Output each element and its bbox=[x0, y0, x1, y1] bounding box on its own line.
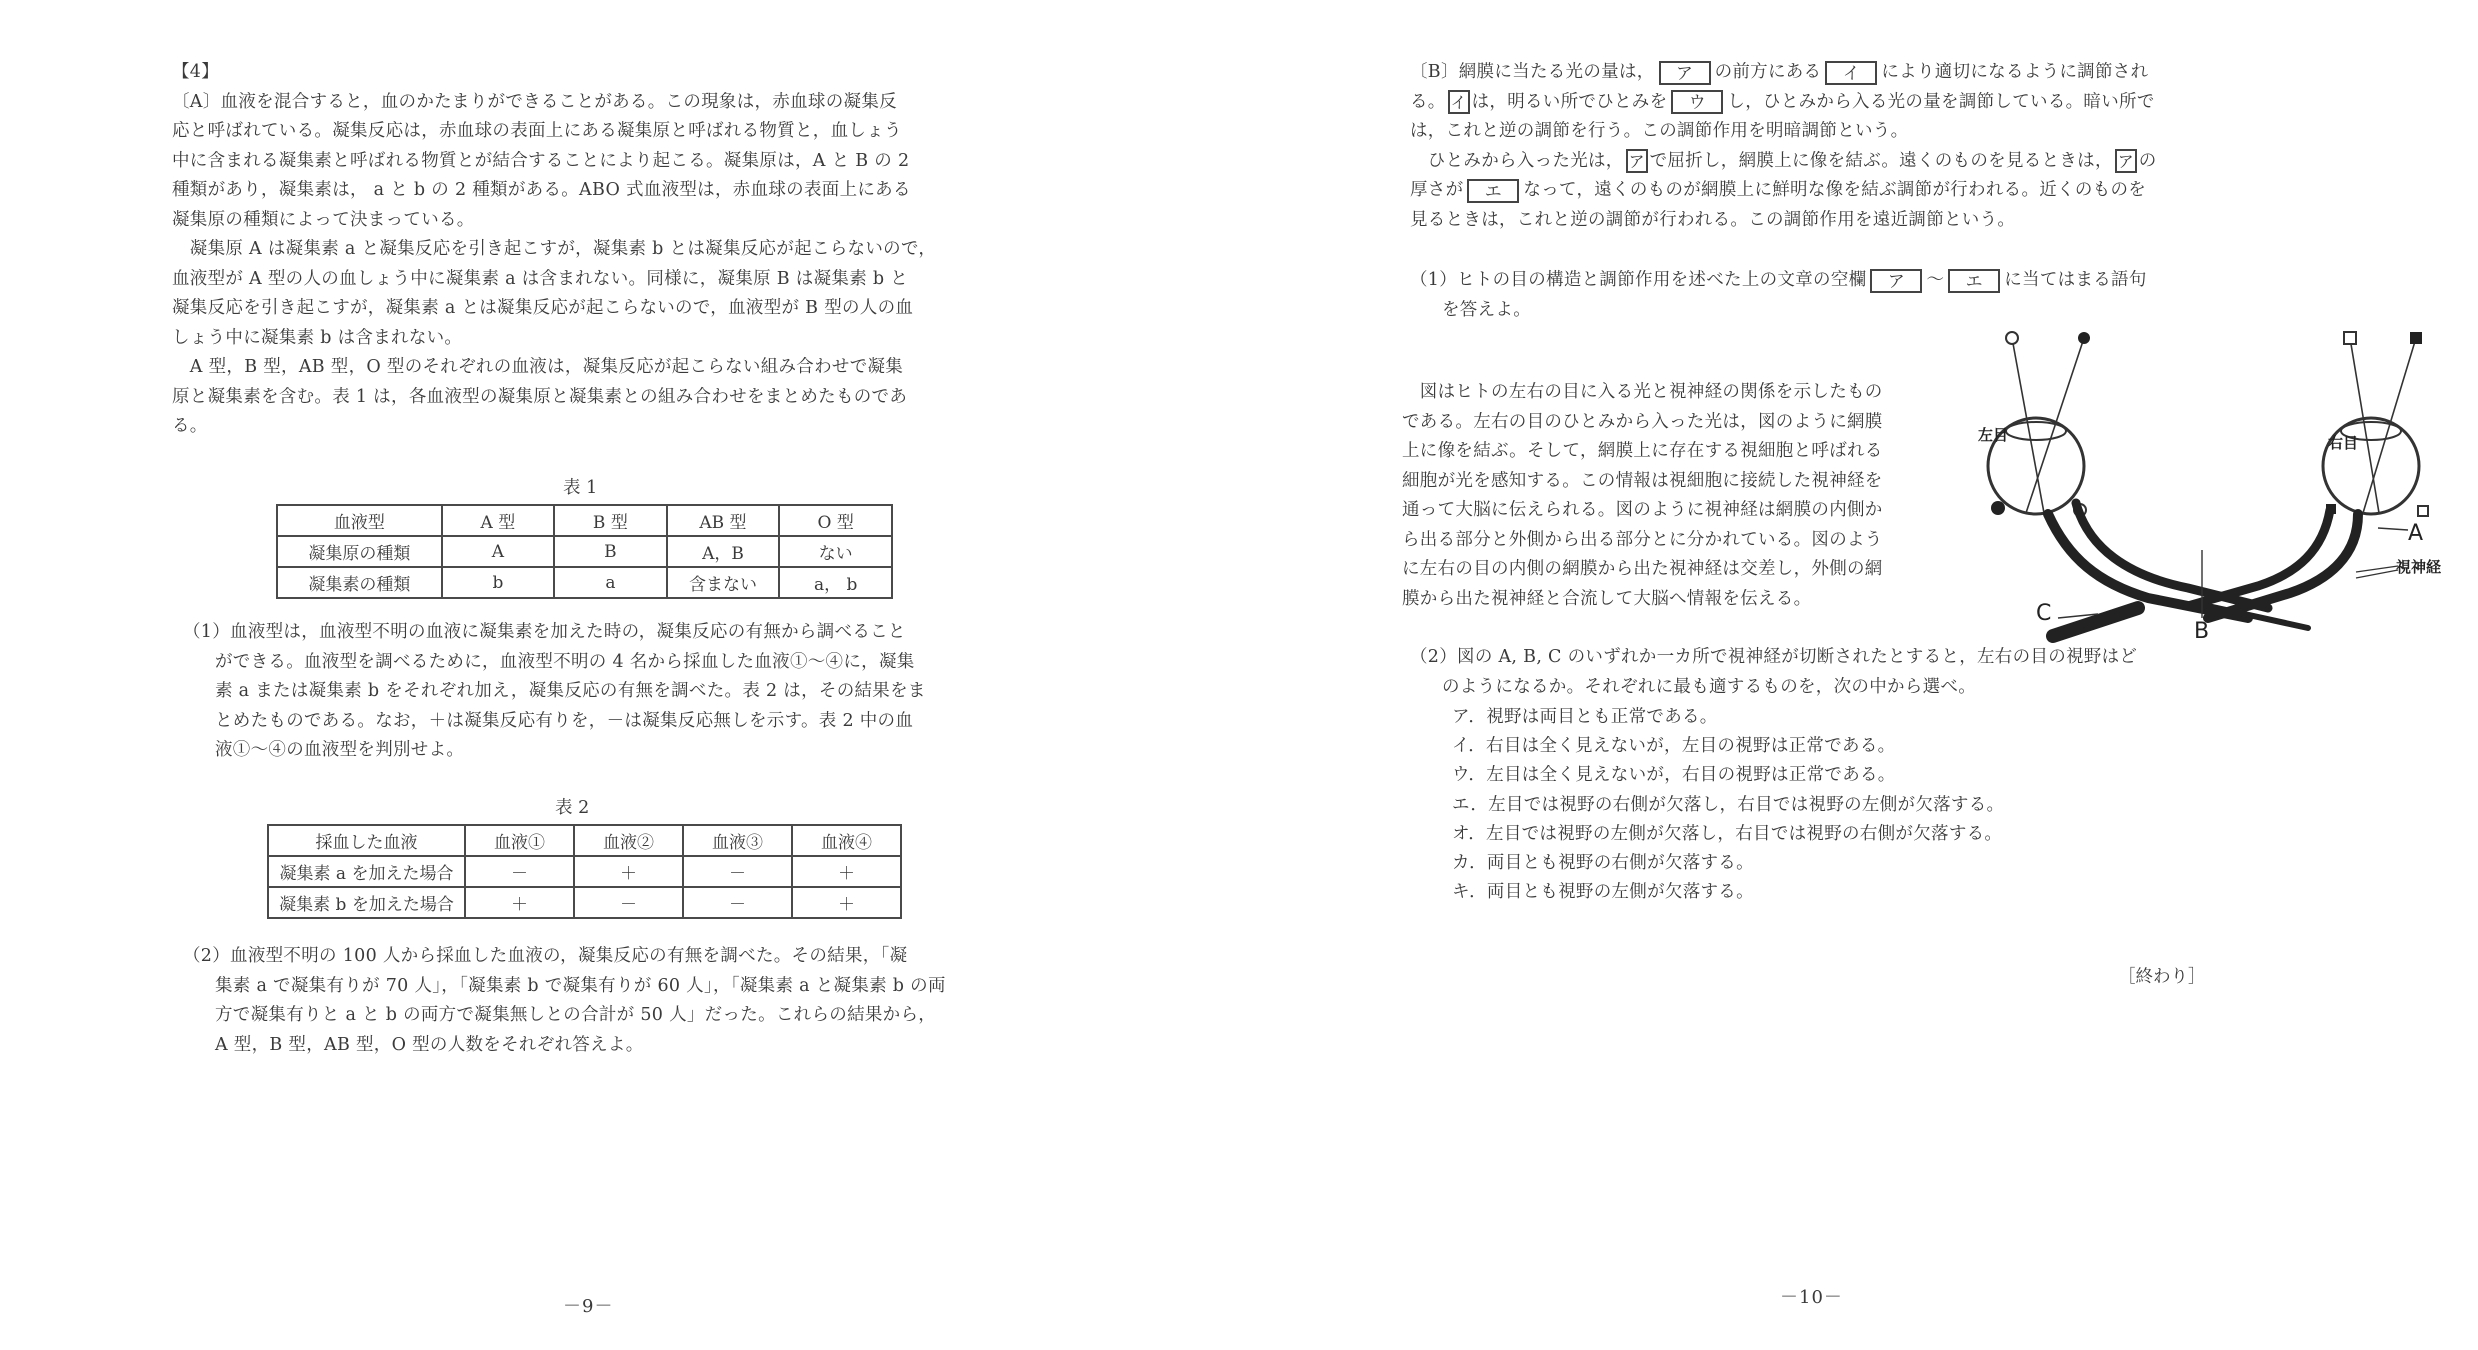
table-row bbox=[268, 856, 901, 887]
table-cell: ない bbox=[779, 536, 892, 567]
table-cell: － bbox=[574, 887, 683, 918]
small-box-a: ア bbox=[1626, 149, 1648, 173]
page-number-left: －9－ bbox=[563, 1296, 614, 1317]
part-a-line: 原と凝集素を含む。表 1 は，各血液型の凝集原と凝集素との組み合わせをまとめたものであ bbox=[172, 386, 908, 407]
table-cell: a， b bbox=[779, 567, 892, 598]
figure-description bbox=[1402, 378, 1962, 614]
text-span: の bbox=[2138, 150, 2157, 171]
question-line: 方で凝集有りと a と b の両方で凝集無しとの合計が 50 人」だった。これらの結果から， bbox=[215, 1005, 937, 1025]
table2-caption: 表 2 bbox=[555, 798, 590, 818]
table-cell: 凝集素の種類 bbox=[277, 567, 442, 598]
table-cell: ＋ bbox=[574, 856, 683, 887]
option-item: イ．右目は全く見えないが，左目の視野は正常である。 bbox=[1452, 736, 1896, 757]
option-item: キ．両目とも視野の左側が欠落する。 bbox=[1452, 882, 1754, 903]
question-1-right bbox=[1410, 266, 2410, 325]
text-span: （1）ヒトの目の構造と調節作用を述べた上の文章の空欄 bbox=[1410, 270, 1867, 290]
eye-optic-nerve-diagram bbox=[1978, 318, 2478, 648]
option-item: カ．両目とも視野の右側が欠落する。 bbox=[1452, 853, 1754, 874]
light-ray bbox=[2026, 338, 2084, 513]
table-cell: A bbox=[442, 536, 554, 567]
table-row bbox=[277, 536, 892, 567]
question-line: A 型，B 型，AB 型，O 型の人数をそれぞれ答えよ。 bbox=[215, 1034, 644, 1055]
figure-text-line: ら出る部分と外側から出る部分とに分かれている。図のよう bbox=[1402, 529, 1883, 550]
part-a-line: しょう中に凝集素 b は含まれない。 bbox=[172, 327, 463, 348]
blank-box-i: イ bbox=[1825, 61, 1877, 85]
option-item: ウ．左目は全く見えないが，右目の視野は正常である。 bbox=[1452, 765, 1896, 786]
label-C: C bbox=[2036, 601, 2052, 626]
table-cell: 凝集素 b を加えた場合 bbox=[268, 887, 465, 918]
table1 bbox=[276, 504, 893, 599]
filled-square-marker bbox=[2410, 332, 2422, 344]
question-line: 素 a または凝集素 b をそれぞれ加え，凝集反応の有無を調べた。表 2 は，その結果をま bbox=[215, 681, 926, 701]
part-b-line bbox=[1410, 58, 2430, 88]
part-a-line: 凝集原 A は凝集素 a と凝集反応を引き起こすが，凝集素 b とは凝集反応が起こらないので， bbox=[172, 239, 937, 259]
option-item: オ．左目では視野の左側が欠落し，右目では視野の右側が欠落する。 bbox=[1452, 823, 2003, 844]
question-line: 液①～④の血液型を判別せよ。 bbox=[215, 740, 465, 760]
light-ray bbox=[2363, 338, 2416, 513]
question-line: （1）血液型は，血液型不明の血液に凝集素を加えた時の，凝集反応の有無から調べること bbox=[183, 622, 906, 642]
label-A: A bbox=[2408, 521, 2424, 546]
option-item: エ．左目では視野の右側が欠落し，右目では視野の左側が欠落する。 bbox=[1452, 794, 2005, 815]
question-line: を答えよ。 bbox=[1442, 299, 1531, 320]
question-line: のようになるか。それぞれに最も適するものを，次の中から選べ。 bbox=[1442, 676, 1976, 697]
part-b-section bbox=[1410, 58, 2430, 235]
figure-text-line: 通って大脳に伝えられる。図のように視神経は網膜の内側か bbox=[1402, 500, 1883, 520]
table-cell: a bbox=[554, 567, 666, 598]
figure-text-line: である。左右の目のひとみから入った光は，図のように網膜 bbox=[1402, 411, 1883, 432]
part-a-line: 応と呼ばれている。凝集反応は，赤血球の表面上にある凝集原と呼ばれる物質と，血しょう bbox=[172, 121, 902, 141]
text-span: により適切になるように調節され bbox=[1881, 62, 2149, 82]
table-cell: 凝集素 a を加えた場合 bbox=[268, 856, 465, 887]
retina-image-filled-circle bbox=[1991, 501, 2005, 515]
right-eye-label: 右目 bbox=[2328, 434, 2359, 452]
table-cell: A 型 bbox=[442, 505, 554, 536]
part-b-line bbox=[1410, 88, 2430, 118]
text-span: し，ひとみから入る光の量を調節している。暗い所で bbox=[1727, 91, 2155, 112]
question-line: 集素 a で凝集有りが 70 人」，「凝集素 b で凝集有りが 60 人」，「凝集素 a と凝集素 b の両 bbox=[215, 975, 946, 996]
page-number-right: －10－ bbox=[1780, 1287, 1843, 1308]
light-ray bbox=[2012, 338, 2044, 513]
part-b-line: は，これと逆の調節を行う。この調節作用を明暗調節という。 bbox=[1410, 121, 1909, 141]
table2 bbox=[267, 824, 902, 919]
question-line: とめたものである。なお，＋は凝集反応有りを，－は凝集反応無しを示す。表 2 中の血 bbox=[215, 710, 914, 731]
table-cell: ＋ bbox=[465, 887, 574, 918]
table-cell: b bbox=[442, 567, 554, 598]
question-2-right bbox=[1410, 643, 2410, 702]
table-cell: B bbox=[554, 536, 666, 567]
text-span: は，明るい所でひとみを bbox=[1471, 91, 1668, 112]
right-page bbox=[1200, 0, 2442, 1350]
part-a-line: 〔A〕血液を混合すると，血のかたまりができることがある。この現象は，赤血球の凝集反 bbox=[172, 91, 897, 112]
table-cell: B 型 bbox=[554, 505, 666, 536]
question-line: ができる。血液型を調べるために，血液型不明の 4 名から採血した血液①～④に，凝集 bbox=[215, 651, 915, 672]
table-cell: 採血した血液 bbox=[268, 825, 465, 856]
part-a-line: 凝集原の種類によって決まっている。 bbox=[172, 209, 475, 230]
figure-text-line: 細胞が光を感知する。この情報は視細胞に接続した視神経を bbox=[1402, 470, 1883, 491]
figure-text-line: 図はヒトの左右の目に入る光と視神経の関係を示したもの bbox=[1402, 382, 1883, 402]
text-span: ～ bbox=[1926, 270, 1945, 290]
text-span: 〔B〕網膜に当たる光の量は， bbox=[1410, 62, 1655, 82]
part-a-line: 血液型が A 型の人の血しょう中に凝集素 a は含まれない。同様に，凝集原 B は凝集素 b と bbox=[172, 268, 909, 289]
table-cell: 血液③ bbox=[683, 825, 792, 856]
text-span: 厚さが bbox=[1410, 180, 1464, 200]
table-row bbox=[277, 567, 892, 598]
optic-nerve-label: 視神経 bbox=[2396, 558, 2442, 576]
text-span: ひとみから入った光は， bbox=[1410, 150, 1624, 171]
part-a-line: A 型，B 型，AB 型，O 型のそれぞれの血液は，凝集反応が起こらない組み合わせで凝集 bbox=[172, 357, 904, 377]
left-optic-tract bbox=[2053, 608, 2138, 636]
part-b-line bbox=[1410, 176, 2430, 206]
question-line: （2）図の A, B, C のいずれか一カ所で視神経が切断されたとすると，左右の目の視野はど bbox=[1410, 647, 2138, 667]
text-span: なって，遠くのものが網膜上に鮮明な像を結ぶ調節が行われる。近くのものを bbox=[1523, 180, 2147, 200]
table-cell: － bbox=[683, 887, 792, 918]
table-cell: － bbox=[465, 856, 574, 887]
table1-caption: 表 1 bbox=[563, 478, 598, 498]
blank-box-e: エ bbox=[1467, 179, 1519, 203]
small-box-a: ア bbox=[2115, 149, 2137, 173]
blank-box-range-start: ア bbox=[1870, 269, 1922, 293]
table-cell: 血液型 bbox=[277, 505, 442, 536]
figure-text-line: 上に像を結ぶ。そして，網膜上に存在する視細胞と呼ばれる bbox=[1402, 441, 1883, 461]
answer-options bbox=[1452, 703, 2004, 907]
open-circle-marker bbox=[2006, 332, 2018, 344]
label-A-pointer bbox=[2378, 528, 2408, 530]
left-page bbox=[0, 0, 1200, 1350]
left-eye-nerve-inner bbox=[2048, 514, 2248, 618]
part-b-line: 見るときは，これと逆の調節が行われる。この調節作用を遠近調節という。 bbox=[1410, 209, 2016, 230]
table-cell: AB 型 bbox=[667, 505, 780, 536]
part-a-line: る。 bbox=[172, 416, 208, 436]
part-a-section bbox=[172, 58, 1007, 442]
blank-box-range-end: エ bbox=[1948, 269, 2000, 293]
part-a-line: 種類があり，凝集素は， a と b の 2 種類がある。ABO 式血液型は，赤血球の表面上にある bbox=[172, 180, 911, 200]
table-cell: 血液② bbox=[574, 825, 683, 856]
figure-text-line: に左右の目の内側の網膜から出た視神経は交差し，外側の網 bbox=[1402, 559, 1883, 579]
blank-box-u: ウ bbox=[1671, 90, 1723, 114]
table-row bbox=[277, 505, 892, 536]
question-line bbox=[1410, 266, 2410, 296]
light-ray bbox=[2350, 338, 2379, 513]
question-2-left bbox=[183, 942, 1013, 1060]
open-square-marker bbox=[2344, 332, 2356, 344]
end-mark: ［終わり］ bbox=[2118, 967, 2206, 987]
table-cell: － bbox=[683, 856, 792, 887]
filled-circle-marker bbox=[2078, 332, 2090, 344]
table-cell: 凝集原の種類 bbox=[277, 536, 442, 567]
table-cell: 血液① bbox=[465, 825, 574, 856]
retina-image-open-square bbox=[2418, 506, 2428, 516]
text-span: る。 bbox=[1410, 91, 1446, 112]
text-span: に当てはまる語句 bbox=[2004, 270, 2147, 290]
table-cell: ＋ bbox=[792, 856, 901, 887]
text-span: で屈折し，網膜上に像を結ぶ。遠くのものを見るときは， bbox=[1649, 150, 2113, 171]
table-cell: O 型 bbox=[779, 505, 892, 536]
question-1-left bbox=[183, 618, 1013, 766]
small-box-i: イ bbox=[1448, 90, 1470, 114]
part-a-line: 中に含まれる凝集素と呼ばれる物質とが結合することにより起こる。凝集原は，A と B の 2 bbox=[172, 150, 910, 171]
table-cell: ＋ bbox=[792, 887, 901, 918]
question-line: （2）血液型不明の 100 人から採血した血液の，凝集反応の有無を調べた。その結果，「凝 bbox=[183, 946, 908, 966]
table-cell: 血液④ bbox=[792, 825, 901, 856]
part-b-line bbox=[1410, 147, 2430, 177]
label-B: B bbox=[2194, 619, 2210, 644]
table-cell: A，B bbox=[667, 536, 780, 567]
table-row bbox=[268, 825, 901, 856]
text-span: の前方にある bbox=[1714, 62, 1822, 82]
part-a-line: 凝集反応を引き起こすが，凝集素 a とは凝集反応が起こらないので，血液型が B 型の人の血 bbox=[172, 298, 914, 318]
blank-box-a: ア bbox=[1659, 61, 1711, 85]
table-row bbox=[268, 887, 901, 918]
table-cell: 含まない bbox=[667, 567, 780, 598]
option-item: ア．視野は両目とも正常である。 bbox=[1452, 707, 1718, 727]
section-number: 【4】 bbox=[172, 62, 220, 82]
left-lens bbox=[2006, 422, 2066, 440]
figure-text-line: 膜から出た視神経と合流して大脳へ情報を伝える。 bbox=[1402, 588, 1812, 609]
left-eye-label: 左目 bbox=[1978, 426, 2009, 444]
